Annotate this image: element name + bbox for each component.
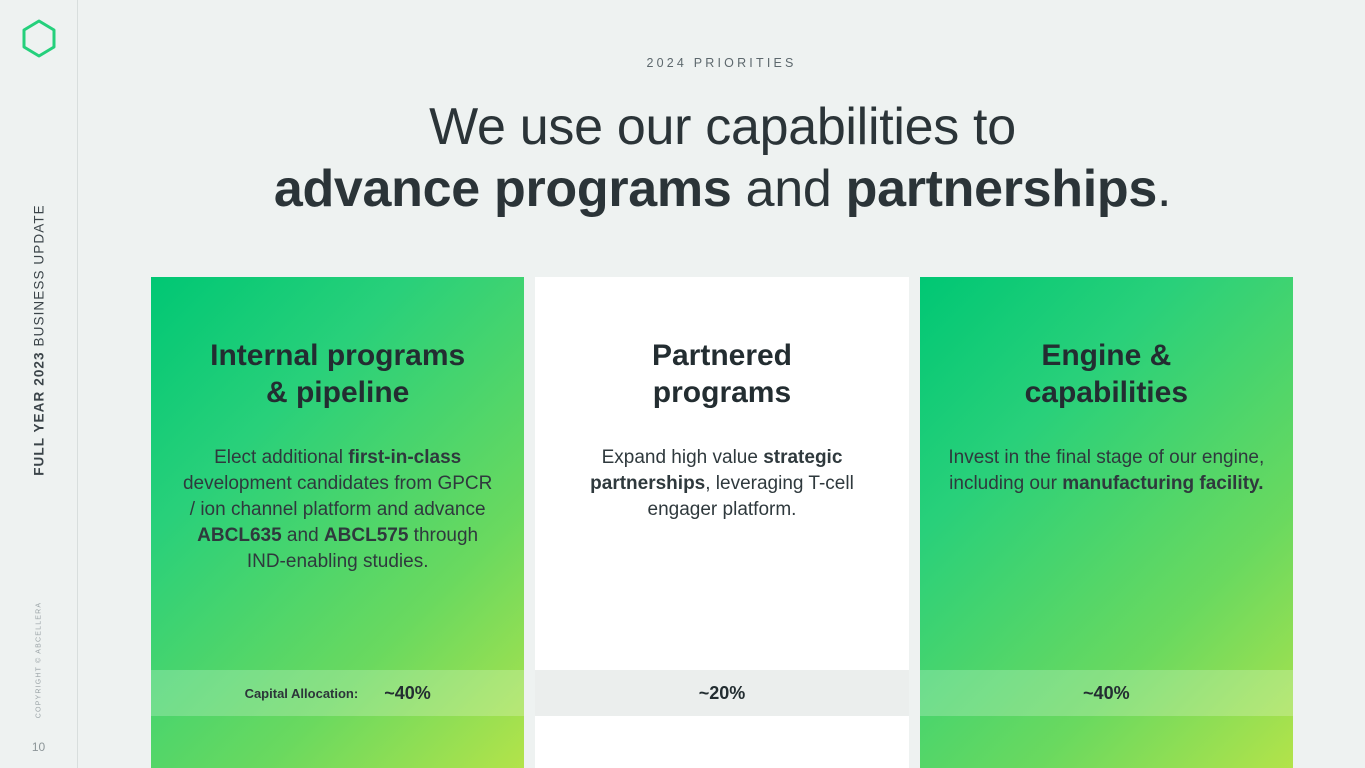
capital-allocation-bar	[535, 670, 908, 716]
card-text	[563, 445, 880, 523]
card-text-bold-1: strategic partnerships	[590, 447, 843, 494]
card-text-bold-1: first-in-class	[348, 447, 462, 468]
page-title	[120, 96, 1325, 220]
card-title	[563, 337, 880, 411]
card-text-bold-3: ABCL575	[323, 525, 409, 546]
card-text	[948, 445, 1265, 497]
card-text-mid-1: development candidates from GPCR / ion channel platform and advance	[182, 473, 493, 520]
card-title	[179, 337, 496, 411]
deck-title-bold: FULL YEAR 2023	[31, 351, 46, 476]
card-engine-capabilities	[920, 277, 1293, 768]
deck-title-light: BUSINESS UPDATE	[31, 204, 46, 352]
headline-bold-1: advance programs	[273, 160, 732, 218]
capital-allocation-bar	[151, 670, 524, 716]
card-body	[535, 277, 908, 523]
headline-middle: and	[731, 160, 846, 218]
card-text-bold-2: ABCL635	[197, 525, 282, 546]
deck-title-vertical	[31, 204, 46, 476]
card-title-line-1: Engine &	[1041, 339, 1172, 372]
card-internal-programs	[151, 277, 524, 768]
priority-cards	[151, 277, 1293, 768]
capital-allocation-label: Capital Allocation:	[244, 685, 359, 701]
card-text-pre: Invest in the final stage of our engine, including our	[948, 447, 1265, 494]
eyebrow-label: 2024 PRIORITIES	[646, 56, 797, 70]
page-number: 10	[31, 740, 46, 754]
capital-allocation-value: ~40%	[1083, 682, 1130, 703]
abcellera-hexagon-logo-icon	[20, 18, 58, 58]
capital-allocation-value: ~20%	[698, 682, 746, 703]
headline-end: .	[1157, 160, 1172, 218]
card-title-line-2: capabilities	[1024, 376, 1189, 409]
card-partnered-programs	[535, 277, 908, 768]
headline-bold-2: partnerships	[845, 160, 1157, 218]
capital-allocation-bar	[920, 670, 1293, 716]
card-title-line-1: Partnered	[651, 339, 793, 372]
card-body	[151, 277, 524, 575]
card-text-pre: Elect additional	[214, 447, 349, 468]
card-text-end: through IND-enabling studies.	[246, 525, 479, 572]
copyright-vertical: COPYRIGHT © ABCELLERA	[35, 601, 42, 719]
headline-line-1: We use our capabilities to	[429, 98, 1016, 156]
card-text-mid-1: , leveraging T-cell engager platform.	[647, 473, 854, 520]
card-title-line-1: Internal programs	[210, 339, 466, 372]
left-rail	[0, 0, 78, 768]
card-text-mid-2: and	[281, 525, 324, 546]
card-body	[920, 277, 1293, 497]
card-title	[948, 337, 1265, 411]
card-title-line-2: programs	[652, 376, 792, 409]
card-text-pre: Expand high value	[601, 447, 764, 468]
card-title-line-2: & pipeline	[265, 376, 410, 409]
card-text-bold-1: manufacturing facility.	[1062, 473, 1264, 494]
card-text	[179, 445, 496, 575]
capital-allocation-value: ~40%	[384, 682, 431, 703]
